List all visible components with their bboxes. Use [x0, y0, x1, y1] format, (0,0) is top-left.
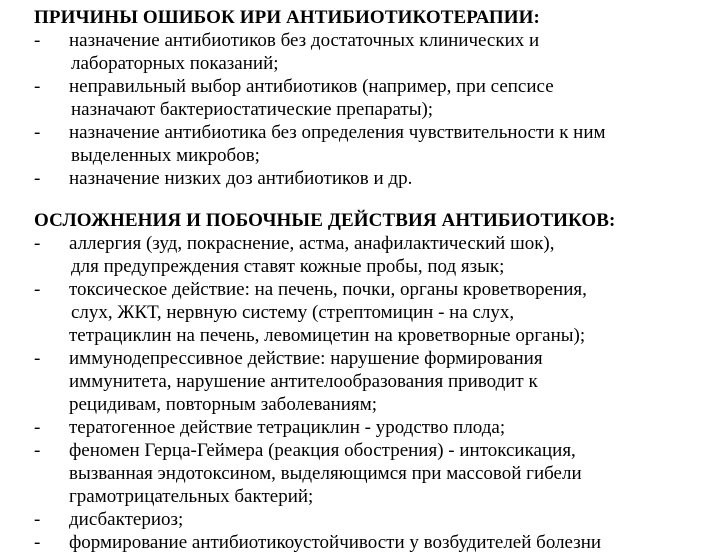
- item-text-line: лабораторных показаний;: [71, 53, 279, 74]
- item-text-line: тетрациклин на печень, левомицетин на кроветворные органы);: [69, 325, 586, 346]
- item-text-line: тератогенное действие тетрациклин - уродство плода;: [69, 417, 506, 438]
- item-text-line: назначение антибиотиков без достаточных клинических и: [69, 30, 540, 51]
- bullet-dash: -: [34, 168, 41, 189]
- list-item: [34, 508, 724, 531]
- bullet-dash: -: [34, 30, 41, 51]
- list-item: [34, 75, 714, 121]
- list-item: [34, 121, 714, 167]
- item-text-line: иммунодепрессивное действие: нарушение формирования: [69, 348, 543, 369]
- list-item: [34, 347, 724, 416]
- item-text-line: назначение низких доз антибиотиков и др.: [69, 168, 413, 189]
- bullet-dash: -: [34, 279, 41, 300]
- item-text-line: аллергия (зуд, покраснение, астма, анафилактический шок),: [69, 233, 555, 254]
- bullet-dash: -: [34, 532, 41, 553]
- item-text-line: иммунитета, нарушение антителообразования приводит к: [69, 371, 538, 392]
- list-item: [34, 167, 714, 190]
- item-text-line: назначают бактериостатические препараты);: [71, 99, 434, 120]
- list-item: [34, 439, 724, 508]
- complications-heading: ОСЛОЖНЕНИЯ И ПОБОЧНЫЕ ДЕЙСТВИЯ АНТИБИОТИКОВ:: [34, 210, 616, 231]
- list-item: [34, 531, 724, 554]
- complications-section: [34, 209, 724, 554]
- bullet-dash: -: [34, 440, 41, 461]
- item-text-line: формирование антибиотикоустойчивости у возбудителей болезни: [69, 532, 602, 553]
- item-text-line: выделенных микробов;: [71, 145, 260, 166]
- item-text-line: токсическое действие: на печень, почки, органы кроветворения,: [69, 279, 587, 300]
- errors-list: [34, 29, 714, 190]
- item-text-line: вызванная эндотоксином, выделяющимся при массовой гибели: [69, 463, 582, 484]
- list-item: [34, 416, 724, 439]
- item-text-line: рецидивам, повторным заболеваниям;: [69, 394, 378, 415]
- complications-list: [34, 232, 724, 554]
- item-text-line: слух, ЖКТ, нервную систему (стрептомицин - на слух,: [71, 302, 515, 323]
- list-item: [34, 232, 724, 278]
- errors-heading: ПРИЧИНЫ ОШИБОК ИРИ АНТИБИОТИКОТЕРАПИИ:: [34, 7, 540, 28]
- item-text-line: феномен Герца-Геймера (реакция обострения) - интоксикация,: [69, 440, 576, 461]
- item-text-line: грамотрицательных бактерий;: [69, 486, 314, 507]
- bullet-dash: -: [34, 417, 41, 438]
- bullet-dash: -: [34, 509, 41, 530]
- bullet-dash: -: [34, 76, 41, 97]
- list-item: [34, 278, 724, 347]
- item-text-line: дисбактериоз;: [69, 509, 184, 530]
- errors-section: [34, 6, 714, 190]
- bullet-dash: -: [34, 122, 41, 143]
- item-text-line: для предупреждения ставят кожные пробы, под язык;: [71, 256, 505, 277]
- bullet-dash: -: [34, 348, 41, 369]
- bullet-dash: -: [34, 233, 41, 254]
- list-item: [34, 29, 714, 75]
- item-text-line: неправильный выбор антибиотиков (например, при сепсисе: [69, 76, 554, 97]
- item-text-line: назначение антибиотика без определения чувствительности к ним: [69, 122, 606, 143]
